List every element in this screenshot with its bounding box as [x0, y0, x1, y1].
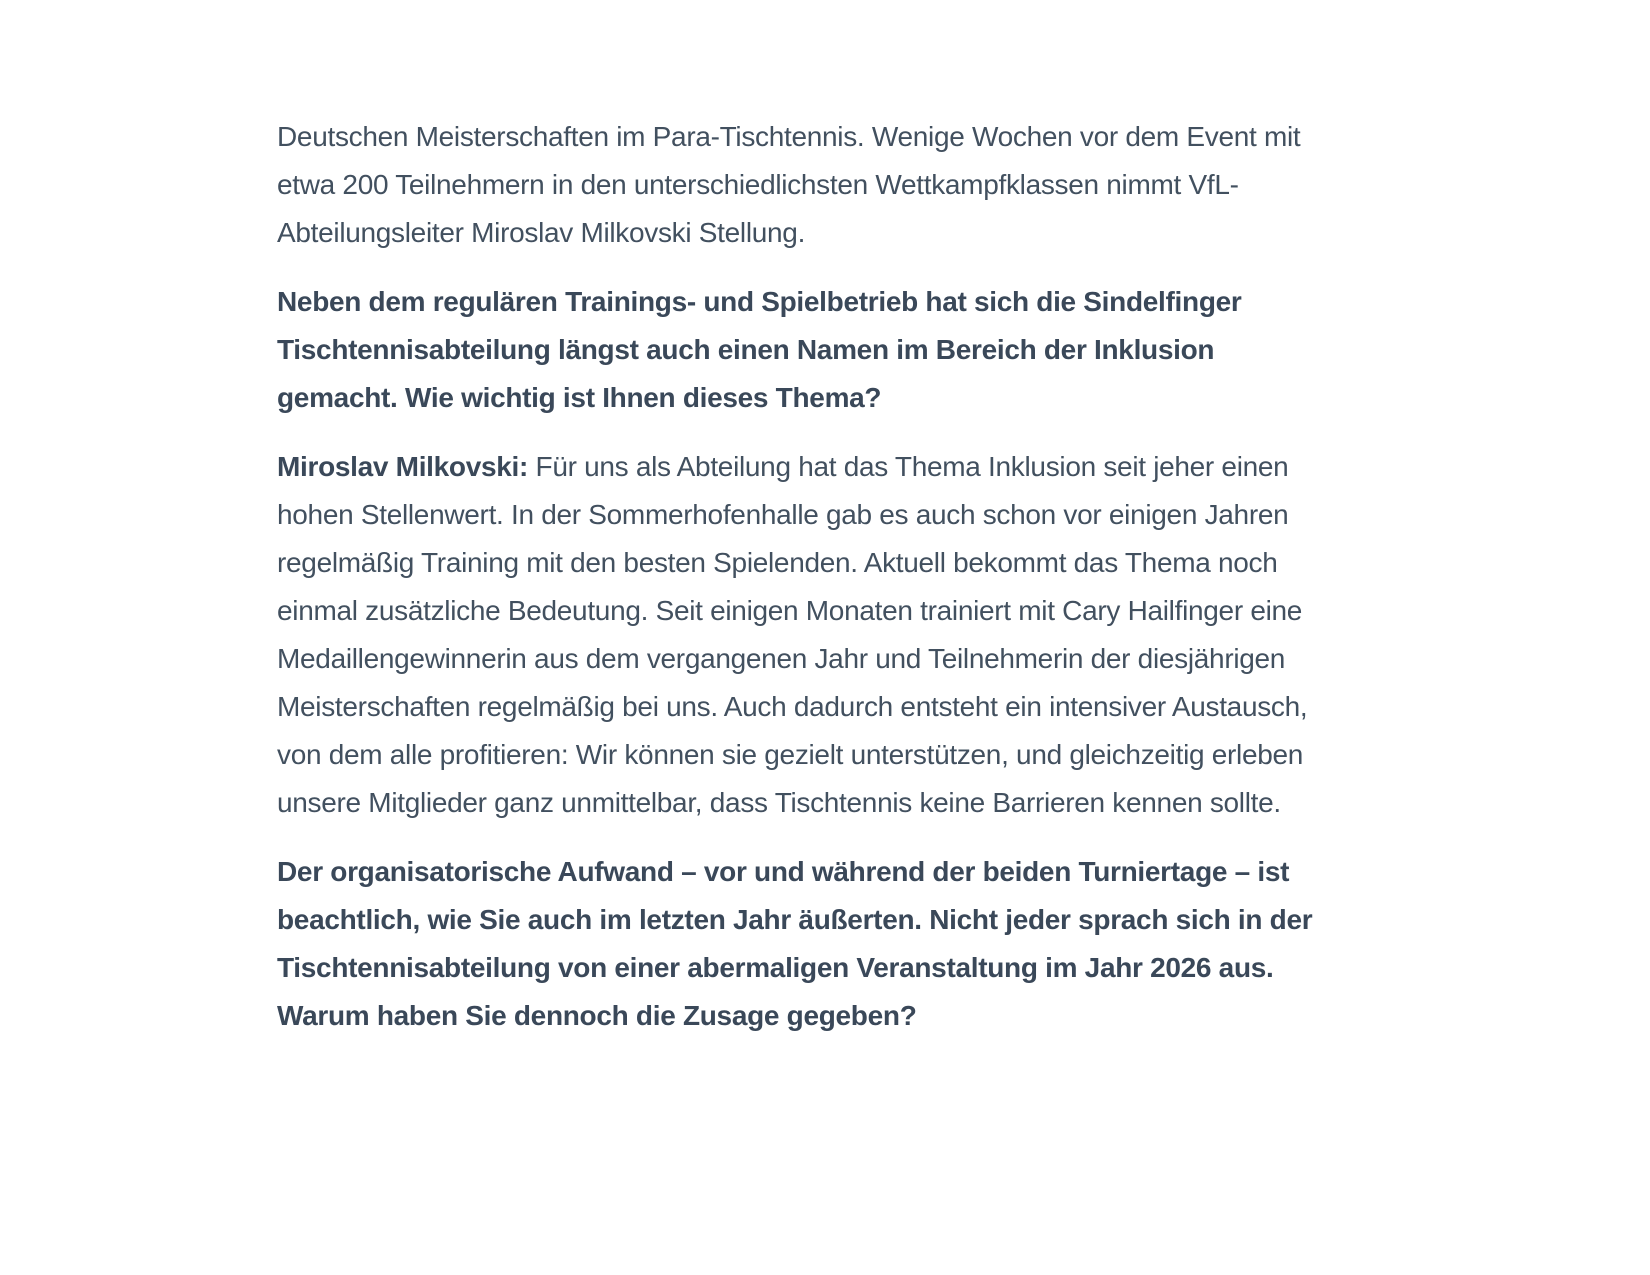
article-body [277, 113, 1337, 1061]
answer-paragraph: Miroslav Milkovski: Für uns als Abteilung hat das Thema Inklusion seit jeher einen hohen Stellenwert. In der Sommerhofenhalle gab es auch schon vor einigen Jahren regelmäßig Training mit den besten Spielenden. Aktuell bekommt das Thema noch einmal zusätzliche Bedeutung. Seit einigen Monaten trainiert mit Cary Hailfinger eine Medaillengewinnerin aus dem vergangenen Jahr und Teilnehmerin der diesjährigen Meisterschaften regelmäßig bei uns. Auch dadurch entsteht ein intensiver Austausch, von dem alle profitieren: Wir können sie gezielt unterstützen, und gleichzeitig erleben unsere Mitglieder ganz unmittelbar, dass Tischtennis keine Barrieren kennen sollte. [277, 451, 1308, 818]
intro-paragraph: Deutschen Meisterschaften im Para-Tischtennis. Wenige Wochen vor dem Event mit etwa 200 Teilnehmern in den unterschiedlichsten Wettkampfklassen nimmt VfL-Abteilungsleiter Miroslav Milkovski Stellung. [277, 121, 1301, 248]
speaker-name: Miroslav Milkovski: [277, 451, 529, 482]
question-paragraph: Neben dem regulären Trainings- und Spielbetrieb hat sich die Sindelfinger Tischtennisabteilung längst auch einen Namen im Bereich der Inklusion gemacht. Wie wichtig ist Ihnen dieses Thema? [277, 286, 1242, 413]
question-paragraph: Der organisatorische Aufwand – vor und während der beiden Turniertage – ist beachtlich, wie Sie auch im letzten Jahr äußerten. Nicht jeder sprach sich in der Tischtennisabteilung von einer abermaligen Veranstaltung im Jahr 2026 aus. Warum haben Sie dennoch die Zusage gegeben? [277, 856, 1313, 1031]
